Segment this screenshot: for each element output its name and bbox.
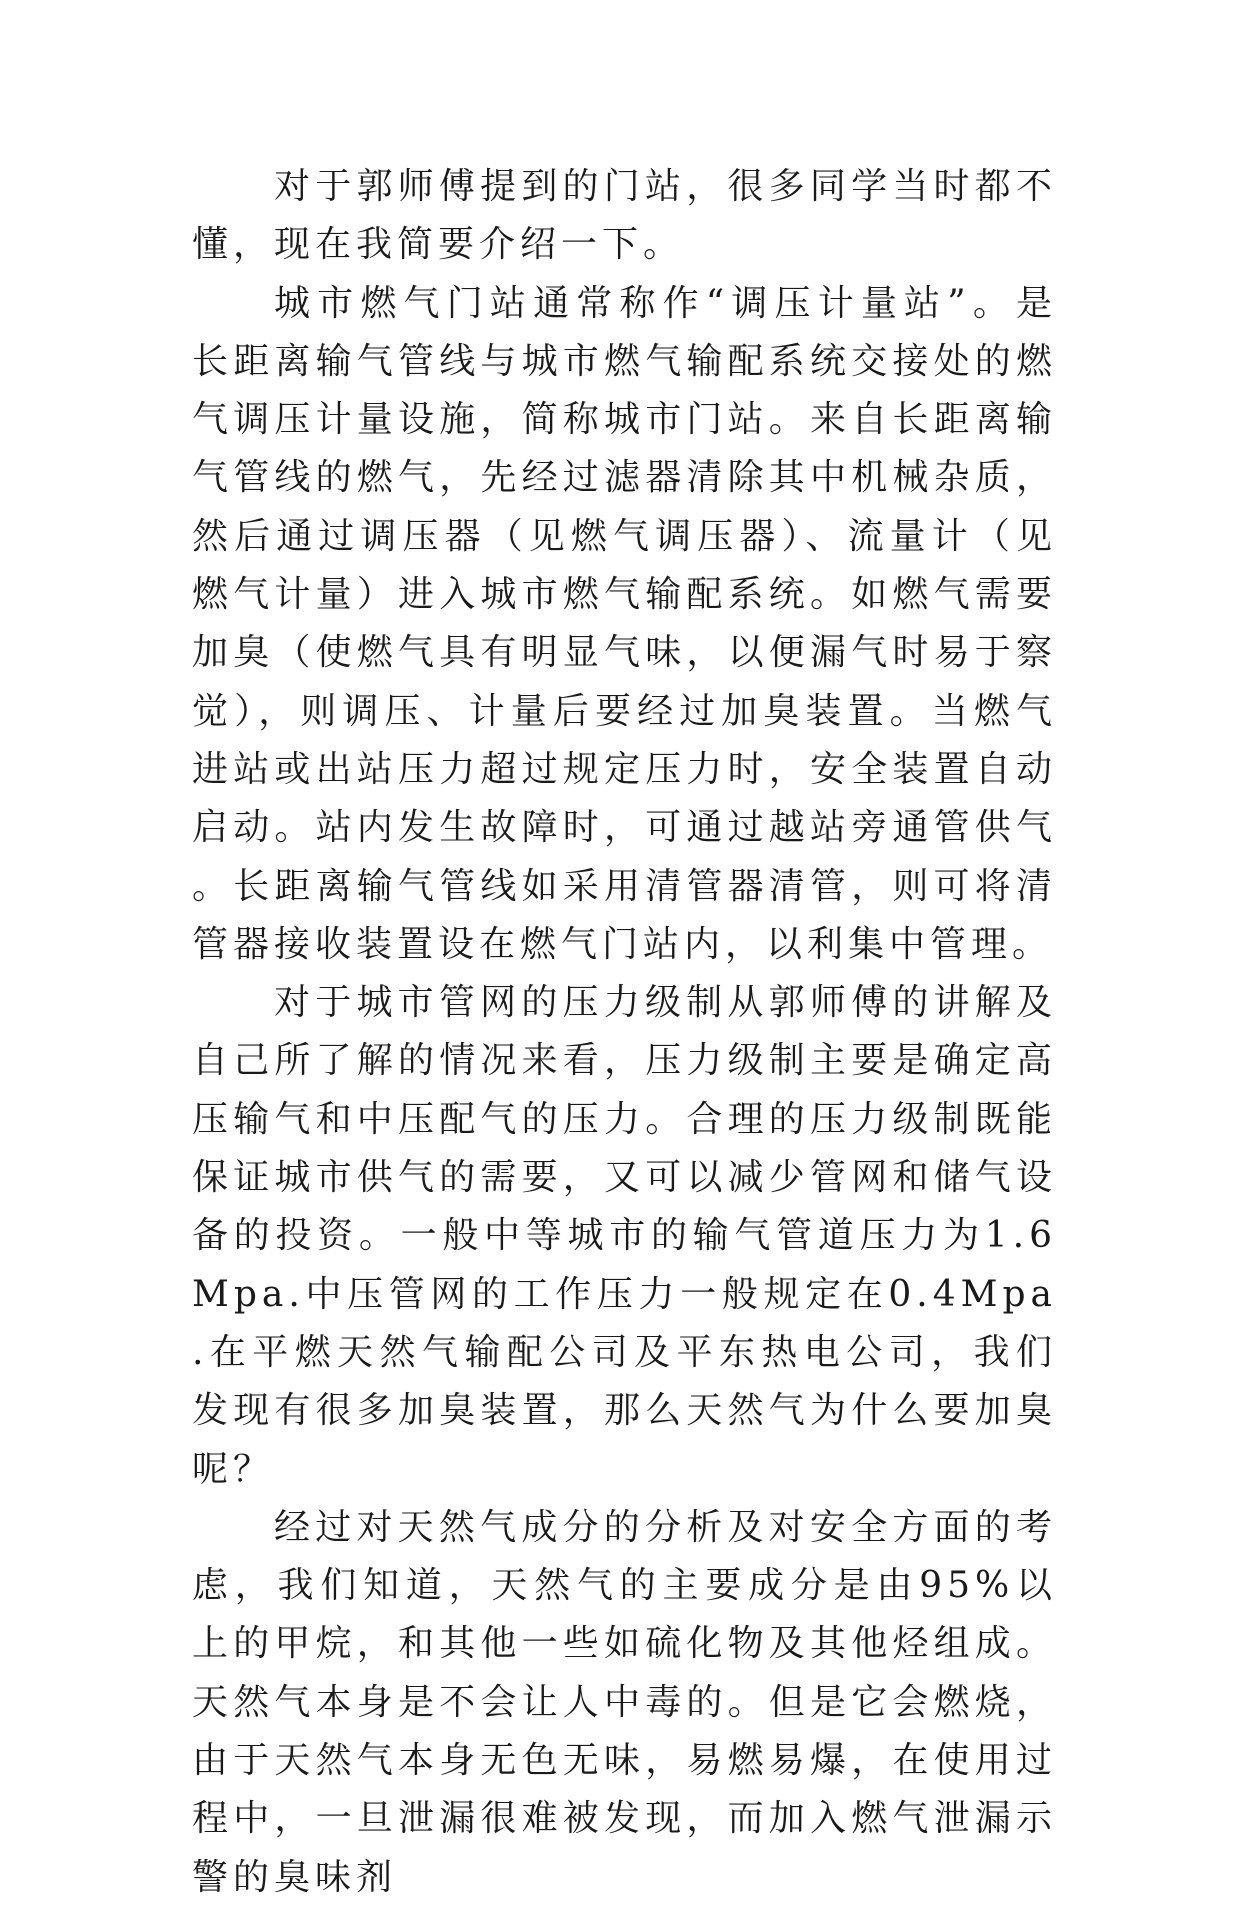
paragraph-pressure-levels: 对于城市管网的压力级制从郭师傅的讲解及自己所了解的情况来看，压力级制主要是确定高压输气和中压配气的压力。合理的压力级制既能保证城市供气的需要，又可以减少管网和储气设备的投资。一般中等城市的输气管道压力为1.6Mpa.中压管网的工作压力一般规定在0.4Mpa.在平燃天然气输配公司及平东热电公司，我们发现有很多加臭装置，那么天然气为什么要加臭呢？ [192, 982, 1057, 1490]
paragraph-gate-station-intro: 对于郭师傅提到的门站，很多同学当时都不懂，现在我简要介绍一下。 [192, 166, 1057, 266]
paragraph-odorization: 经过对天然气成分的分析及对安全方面的考虑，我们知道，天然气的主要成分是由95%以上的甲烷，和其他一些如硫化物及其他烃组成。天然气本身是不会让人中毒的。但是它会燃烧，由于天然气本身无色无味，易燃易爆，在使用过程中，一旦泄漏很难被发现，而加入燃气泄漏示警的臭味剂 [192, 1506, 1057, 1898]
paragraph-gate-station-description: 城市燃气门站通常称作“调压计量站”。是长距离输气管线与城市燃气输配系统交接处的燃气调压计量设施，简称城市门站。来自长距离输气管线的燃气，先经过滤器清除其中机械杂质，然后通过调压器（见燃气调压器）、流量计（见燃气计量）进入城市燃气输配系统。如燃气需要加臭（使燃气具有明显气味，以便漏气时易于察觉），则调压、计量后要经过加臭装置。当燃气进站或出站压力超过规定压力时，安全装置自动启动。站内发生故障时，可通过越站旁通管供气。长距离输气管线如采用清管器清管，则可将清管器接收装置设在燃气门站内，以利集中管理。 [192, 282, 1057, 965]
document-body [192, 158, 1057, 1907]
